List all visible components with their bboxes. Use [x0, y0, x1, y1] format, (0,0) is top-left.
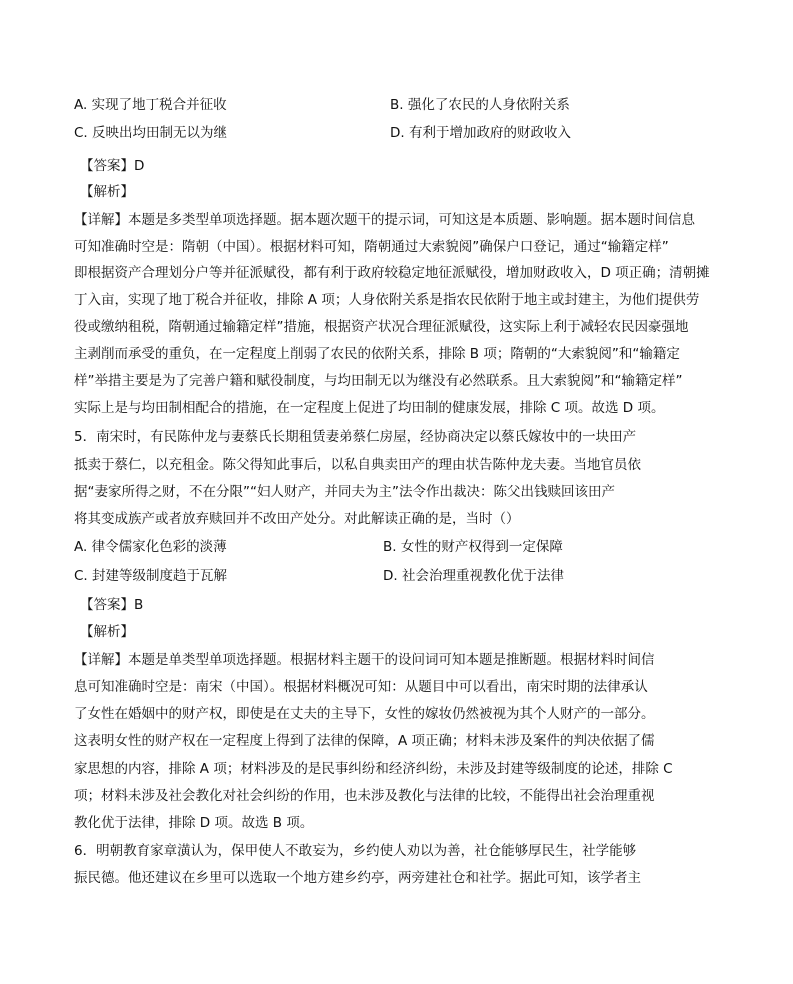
q4-analysis-label: 【解析】	[80, 184, 134, 200]
q5-stem-line-3: 据“妻家所得之财，不在分限”“妇人财产，并同夫为主”法令作出裁决：陈父出钱赎回该田产	[74, 484, 615, 500]
q4-option-a: A. 实现了地丁税合并征收	[74, 97, 227, 113]
q5-answer: 【答案】B	[80, 597, 144, 613]
q4-detail-line-4: 丁入亩，实现了地丁税合并征收，排除 A 项；人身依附关系是指农民依附于地主或封建主，为他们提供劳	[74, 292, 700, 308]
q6-stem-line-2: 振民德。他还建议在乡里可以选取一个地方建乡约亭，两旁建社仓和社学。据此可知，该学者主	[74, 870, 641, 886]
q5-option-c: C. 封建等级制度趋于瓦解	[74, 568, 228, 584]
q5-detail-line-3: 了女性在婚姻中的财产权，即使是在丈夫的主导下，女性的嫁妆仍然被视为其个人财产的一部分。	[74, 706, 655, 722]
q6-stem-line-1: 6．明朝教育家章潢认为，保甲使人不敢妄为，乡约使人劝以为善，社仓能够厚民生，社学能够	[74, 843, 637, 859]
q5-detail-line-7: 教化优于法律，排除 D 项。故选 B 项。	[74, 815, 314, 831]
q4-option-b: B. 强化了农民的人身依附关系	[390, 97, 570, 113]
q5-option-d: D. 社会治理重视教化优于法律	[383, 568, 564, 584]
q5-stem-line-4: 将其变成族产或者放弃赎回并不改田产处分。对此解读正确的是，当时（）	[74, 511, 520, 527]
q4-option-c: C. 反映出均田制无以为继	[74, 125, 228, 141]
q4-detail-line-2: 可知准确时空是：隋朝（中国）。根据材料可知，隋朝通过大索貌阅”确保户口登记，通过“输籍定样”	[74, 239, 669, 255]
q5-detail-line-2: 息可知准确时空是：南宋（中国）。根据材料概况可知：从题目中可以看出，南宋时期的法律承认	[74, 679, 648, 695]
q5-detail-line-1: 【详解】本题是单类型单项选择题。根据材料主题干的设问词可知本题是推断题。根据材料时间信	[74, 652, 655, 668]
q5-detail-line-6: 项；材料未涉及社会教化对社会纠纷的作用，也未涉及教化与法律的比较，不能得出社会治理重视	[74, 788, 655, 804]
q4-detail-line-5: 役或缴纳租税，隋朝通过输籍定样”措施，根据资产状况合理征派赋役，这实际上利于减轻农民因豪强地	[74, 319, 689, 335]
q5-detail-line-5: 家思想的内容，排除 A 项；材料涉及的是民事纠纷和经济纠纷，未涉及封建等级制度的论述，排除 C	[74, 761, 673, 777]
q4-detail-line-3: 即根据资产合理划分户等并征派赋役，都有利于政府较稳定地征派赋役，增加财政收入，D 项正确；清朝摊	[74, 265, 710, 281]
q4-detail-line-7: 样”举措主要是为了完善户籍和赋役制度，与均田制无以为继没有必然联系。且大索貌阅”和“输籍定样”	[74, 373, 683, 389]
q5-stem-line-2: 抵卖于蔡仁，以充租金。陈父得知此事后，以私自典卖田产的理由状告陈仲龙夫妻。当地官员依	[74, 457, 641, 473]
q4-answer: 【答案】D	[80, 158, 145, 174]
q4-detail-line-6: 主剥削而承受的重负，在一定程度上削弱了农民的依附关系，排除 B 项；隋朝的“大索貌阅”和“输籍定	[74, 346, 680, 362]
q5-detail-line-4: 这表明女性的财产权在一定程度上得到了法律的保障，A 项正确；材料未涉及案件的判决依据了儒	[74, 733, 655, 749]
q5-analysis-label: 【解析】	[80, 624, 134, 640]
q5-stem-line-1: 5．南宋时，有民陈仲龙与妻蔡氏长期租赁妻弟蔡仁房屋，经协商决定以蔡氏嫁妆中的一块田产	[74, 429, 637, 445]
q4-detail-line-8: 实际上是与均田制相配合的措施，在一定程度上促进了均田制的健康发展，排除 C 项。故选 D 项。	[74, 400, 665, 416]
q5-option-a: A. 律令儒家化色彩的淡薄	[74, 539, 227, 555]
q4-detail-line-1: 【详解】本题是多类型单项选择题。据本题次题干的提示词，可知这是本质题、影响题。据本题时间信息	[74, 212, 695, 228]
q5-option-b: B. 女性的财产权得到一定保障	[383, 539, 563, 555]
q4-option-d: D. 有利于增加政府的财政收入	[390, 125, 571, 141]
